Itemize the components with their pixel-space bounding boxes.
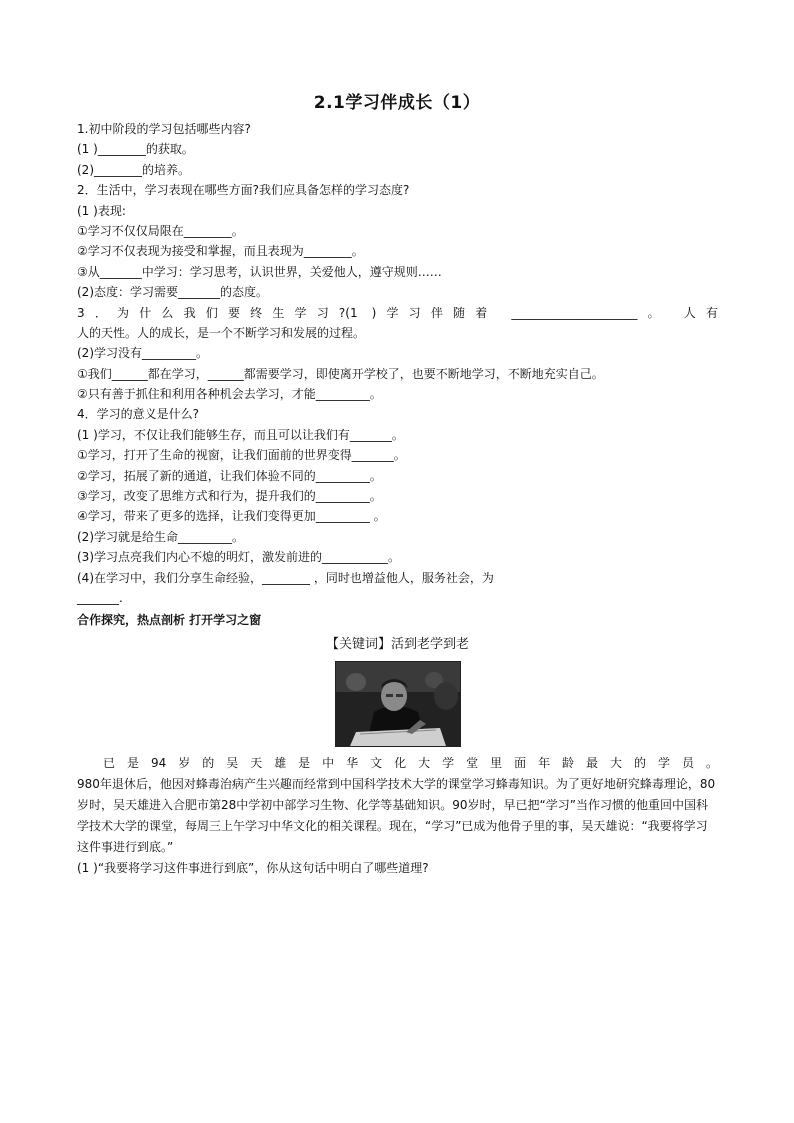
passage-body: 980年退休后，他因对蜂毒治病产生兴趣而经常到中国科学技术大学的课堂学习蜂毒知识。为了更好地研究蜂毒理论，80岁时，吴天雄进入合肥市第28中学初中部学习生物、化学等基础知识。90岁时，早已把“学习”当作习惯的他重回中国科学技术大学的课堂，每周三上午学习中华文化的相关课程。现在，“学习”已成为他骨子里的事，吴天雄说：“我要将学习这件事进行到底。” bbox=[77, 777, 716, 855]
section-heading: 合作探究，热点剖析 打开学习之窗 bbox=[77, 613, 262, 628]
question-1: 1.初中阶段的学习包括哪些内容? bbox=[77, 122, 251, 136]
question-4-item-4: ④学习，带来了更多的选择，让我们变得更加_________ 。 bbox=[77, 509, 386, 524]
question-4-item-1: ①学习，打开了生命的视窗，让我们面前的世界变得_______。 bbox=[77, 448, 406, 463]
question-4-sub-4-continued: _______. bbox=[77, 590, 123, 605]
final-question: (1 )“我要将学习这件事进行到底”，你从这句话中明白了哪些道理? bbox=[77, 861, 429, 876]
page-title: 2.1学习伴成长（1） bbox=[313, 93, 481, 113]
question-4-item-3: ③学习，改变了思维方式和行为，提升我们的_________。 bbox=[77, 489, 382, 504]
question-3-item-1: ①我们______都在学习，______都需要学习，即使离开学校了，也要不断地学习，不断地充实自己。 bbox=[77, 366, 604, 381]
keyword-heading: 【关键词】活到老学到老 bbox=[325, 636, 469, 652]
worksheet-content bbox=[77, 119, 718, 879]
question-2-item-2: ②学习不仅表现为接受和掌握，而且表现为________。 bbox=[77, 244, 364, 259]
elderly-student-photo bbox=[335, 661, 461, 747]
question-4-sub-2: (2)学习就是给生命_________。 bbox=[77, 529, 244, 544]
question-4: 4．学习的意义是什么? bbox=[77, 407, 200, 422]
question-2: 2．生活中，学习表现在哪些方面?我们应具备怎样的学习态度? bbox=[77, 183, 410, 198]
question-4-sub-3: (3)学习点亮我们内心不熄的明灯，激发前进的___________。 bbox=[77, 550, 400, 565]
question-3-item-2: ②只有善于抓住和利用各种机会去学习，才能_________。 bbox=[77, 387, 382, 402]
photo-illustration-icon bbox=[336, 662, 460, 746]
question-4-item-2: ②学习，拓展了新的通道，让我们体验不同的_________。 bbox=[77, 468, 382, 483]
question-1-blank-1: (1 )________的获取。 bbox=[77, 142, 194, 157]
question-2-sub-1: (1 )表现: bbox=[77, 203, 126, 218]
question-2-item-1: ①学习不仅仅局限在________。 bbox=[77, 223, 244, 238]
passage-first-line: 已是94岁的吴天雄是中华文化大学堂里面年龄最大的学员。 bbox=[103, 756, 718, 771]
photo-container bbox=[77, 661, 718, 747]
question-4-sub-4: (4)在学习中，我们分享生命经验，________ ，同时也增益他人，服务社会，为 bbox=[77, 570, 494, 585]
story-passage bbox=[77, 753, 718, 858]
question-3-continued: 人的天性。人的成长，是一个不断学习和发展的过程。 bbox=[77, 325, 366, 340]
question-2-sub-2: (2)态度：学习需要_______的态度。 bbox=[77, 285, 268, 300]
question-3: 3．为什么我们要终生学习?(1 )学习伴随着 _____________________。 人有 bbox=[77, 305, 718, 320]
question-3-sub-2: (2)学习没有_________。 bbox=[77, 346, 208, 361]
question-2-item-3: ③从_______中学习：学习思考，认识世界，关爱他人，遵守规则…… bbox=[77, 264, 442, 279]
question-1-blank-2: (2)________的培养。 bbox=[77, 162, 190, 177]
question-4-sub-1: (1 )学习，不仅让我们能够生存，而且可以让我们有_______。 bbox=[77, 427, 404, 442]
